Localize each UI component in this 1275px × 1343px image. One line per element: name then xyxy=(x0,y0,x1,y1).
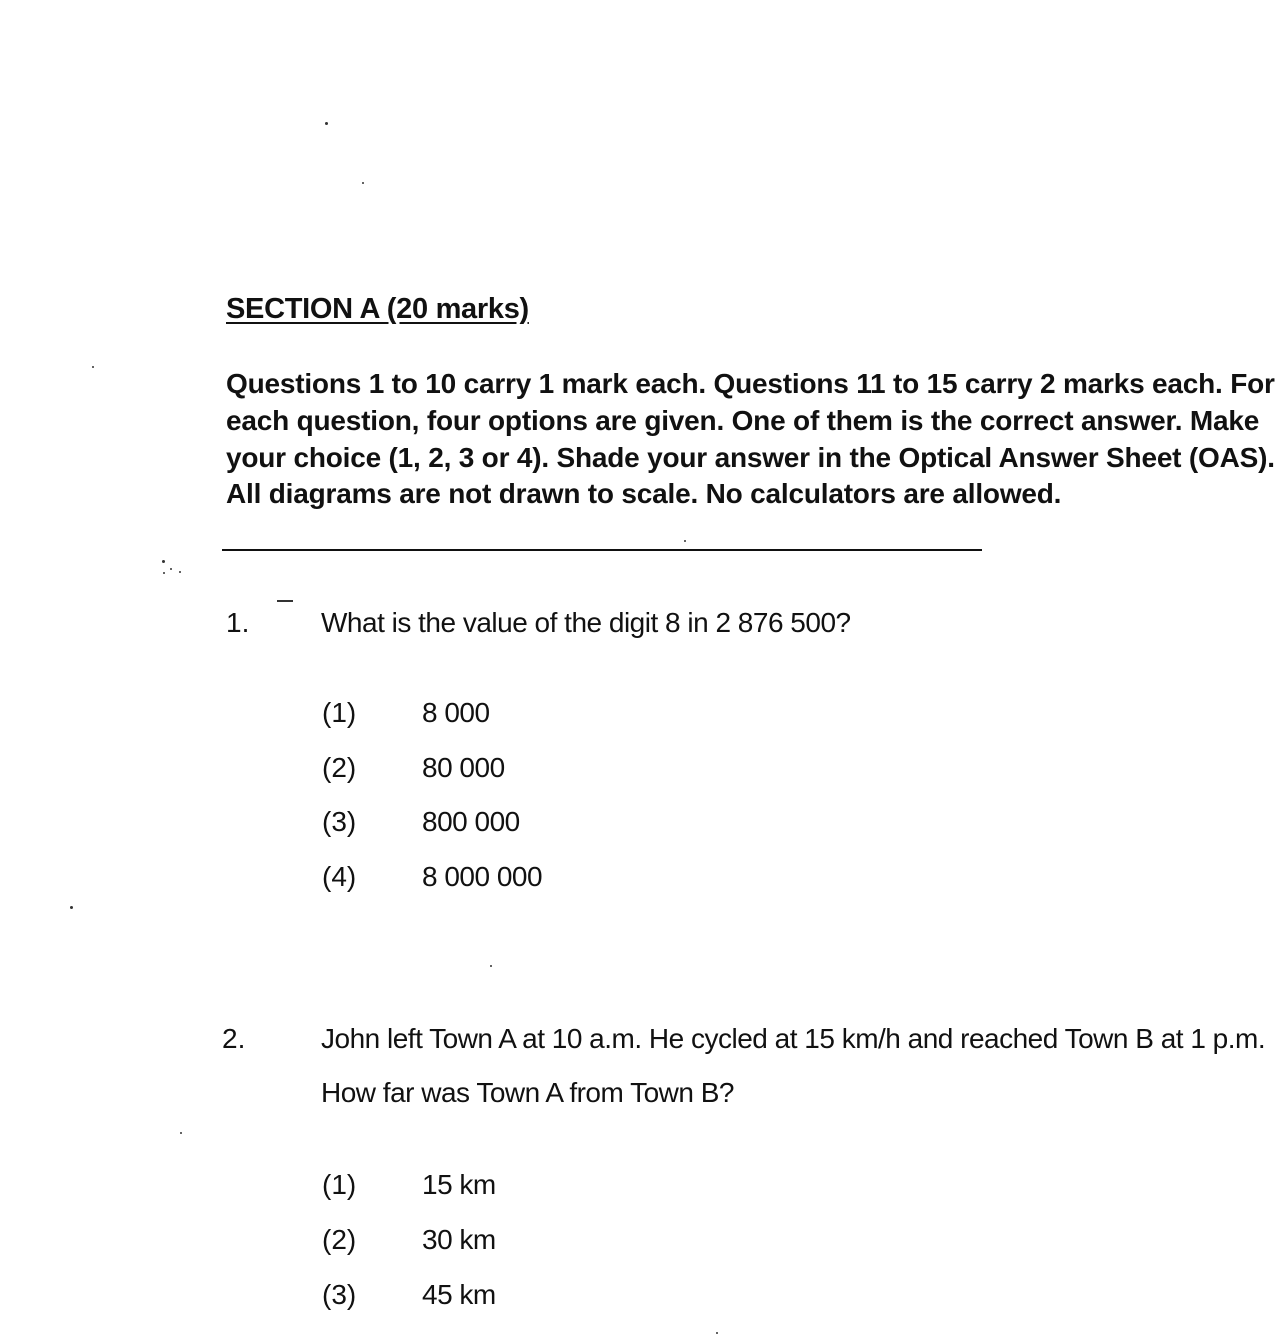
question-text: How far was Town A from Town B? xyxy=(321,1077,734,1108)
scan-speck xyxy=(163,572,165,574)
option-value: 80 000 xyxy=(422,752,505,783)
option-label: (2) xyxy=(322,1224,357,1255)
option-value: 45 km xyxy=(422,1279,496,1310)
stray-mark xyxy=(277,600,293,602)
instruction-line: Questions 1 to 10 carry 1 mark each. Questions 11 to 15 carry 2 marks each. For xyxy=(226,368,1275,399)
scan-speck xyxy=(162,560,165,563)
option-label: (1) xyxy=(322,1169,357,1200)
option-label: (3) xyxy=(322,1279,357,1310)
scan-speck xyxy=(684,540,686,542)
option-value: 8 000 xyxy=(422,697,490,728)
option-label: (4) xyxy=(322,861,357,892)
scan-speck xyxy=(180,1132,182,1134)
scan-speck xyxy=(179,571,181,573)
instruction-line: your choice (1, 2, 3 or 4). Shade your answer in the Optical Answer Sheet (OAS). xyxy=(226,442,1275,473)
option-label: (1) xyxy=(322,697,357,728)
scan-speck xyxy=(92,366,94,368)
divider-line xyxy=(222,549,982,551)
scan-speck xyxy=(170,568,172,570)
instruction-line: All diagrams are not drawn to scale. No calculators are allowed. xyxy=(226,478,1062,509)
question-number: 2. xyxy=(222,1023,246,1054)
scan-speck xyxy=(362,182,364,184)
question-text: John left Town A at 10 a.m. He cycled at 15 km/h and reached Town B at 1 p.m. xyxy=(321,1023,1266,1054)
option-value: 8 000 000 xyxy=(422,861,543,892)
instruction-line: each question, four options are given. One of them is the correct answer. Make xyxy=(226,405,1260,436)
scan-speck xyxy=(325,122,328,125)
question-text: What is the value of the digit 8 in 2 876 500? xyxy=(321,607,851,638)
option-value: 30 km xyxy=(422,1224,496,1255)
question-number: 1. xyxy=(226,607,250,638)
option-value: 800 000 xyxy=(422,806,520,837)
scan-speck xyxy=(716,1332,718,1334)
option-value: 15 km xyxy=(422,1169,496,1200)
scan-speck xyxy=(490,965,492,967)
option-label: (2) xyxy=(322,752,357,783)
scan-speck xyxy=(70,906,73,909)
option-label: (3) xyxy=(322,806,357,837)
section-title: SECTION A (20 marks) xyxy=(226,293,529,325)
